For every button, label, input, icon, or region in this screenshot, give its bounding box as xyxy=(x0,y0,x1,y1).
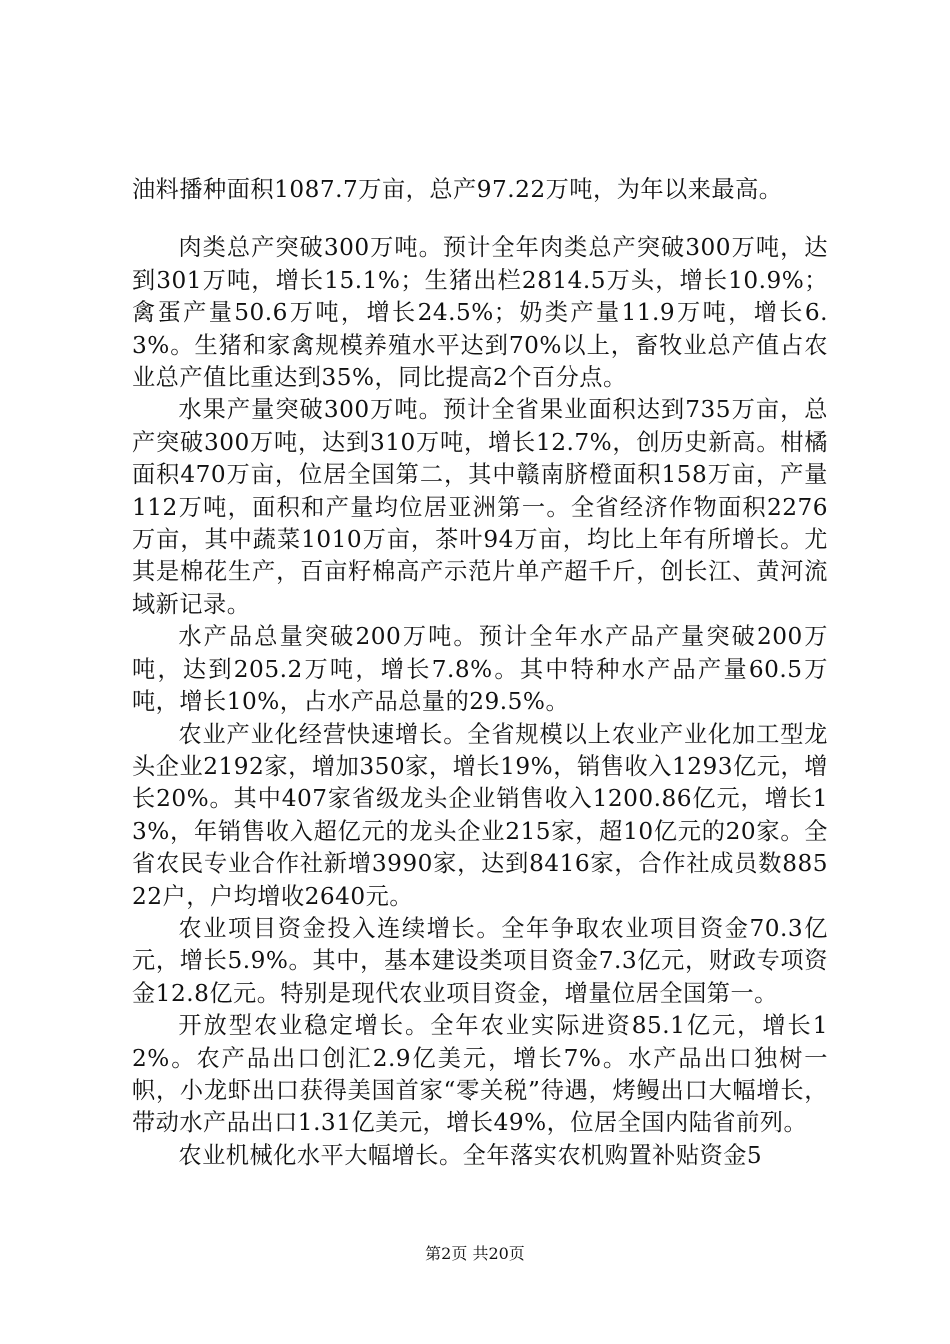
paragraph-oilseed: 油料播种面积1087.7万亩，总产97.22万吨，为年以来最高。 xyxy=(132,176,783,203)
paragraph-open-agriculture: 开放型农业稳定增长。全年农业实际进资85.1亿元，增长12%。农产品出口创汇2.9亿美元，增长7%。水产品出口独树一帜，小龙虾出口获得美国首家“零关税”待遇，烤鳗出口大幅增长，带动水产品出口1.31亿美元，增长49%，位居全国内陆省前列。 xyxy=(132,1012,828,1137)
paragraph-meat: 肉类总产突破300万吨。预计全年肉类总产突破300万吨，达到301万吨，增长15.1%；生猪出栏2814.5万头，增长10.9%；禽蛋产量50.6万吨，增长24.5%；奶类产量11.9万吨，增长6.3%。生猪和家禽规模养殖水平达到70%以上，畜牧业总产值占农业总产值比重达到35%，同比提高2个百分点。 xyxy=(132,234,828,392)
paragraph-project-funds: 农业项目资金投入连续增长。全年争取农业项目资金70.3亿元，增长5.9%。其中，基本建设类项目资金7.3亿元，财政专项资金12.8亿元。特别是现代农业项目资金，增量位居全国第一。 xyxy=(132,914,828,1007)
paragraph-fruit: 水果产量突破300万吨。预计全省果业面积达到735万亩，总产突破300万吨，达到310万吨，增长12.7%，创历史新高。柑橘面积470万亩，位居全国第二，其中赣南脐橙面积158万亩，产量112万吨，面积和产量均位居亚洲第一。全省经济作物面积2276万亩，其中蔬菜1010万亩，茶叶94万亩，均比上年有所增长。尤其是棉花生产，百亩籽棉高产示范片单产超千斤，创长江、黄河流域新记录。 xyxy=(132,396,828,618)
paragraph-industrialization: 农业产业化经营快速增长。全省规模以上农业产业化加工型龙头企业2192家，增加350家，增长19%，销售收入1293亿元，增长20%。其中407家省级龙头企业销售收入1200.86亿元，增长13%，年销售收入超亿元的龙头企业215家，超10亿元的20家。全省农民专业合作社新增3990家，达到8416家，合作社成员数88522户，户均增收2640元。 xyxy=(132,720,828,910)
page-number-footer: 第2页 共20页 xyxy=(425,1244,525,1263)
paragraph-aquatic: 水产品总量突破200万吨。预计全年水产品产量突破200万吨，达到205.2万吨，增长7.8%。其中特种水产品产量60.5万吨，增长10%，占水产品总量的29.5%。 xyxy=(132,623,828,716)
paragraph-mechanization: 农业机械化水平大幅增长。全年落实农机购置补贴资金5 xyxy=(178,1141,763,1169)
document-body xyxy=(132,174,828,1172)
